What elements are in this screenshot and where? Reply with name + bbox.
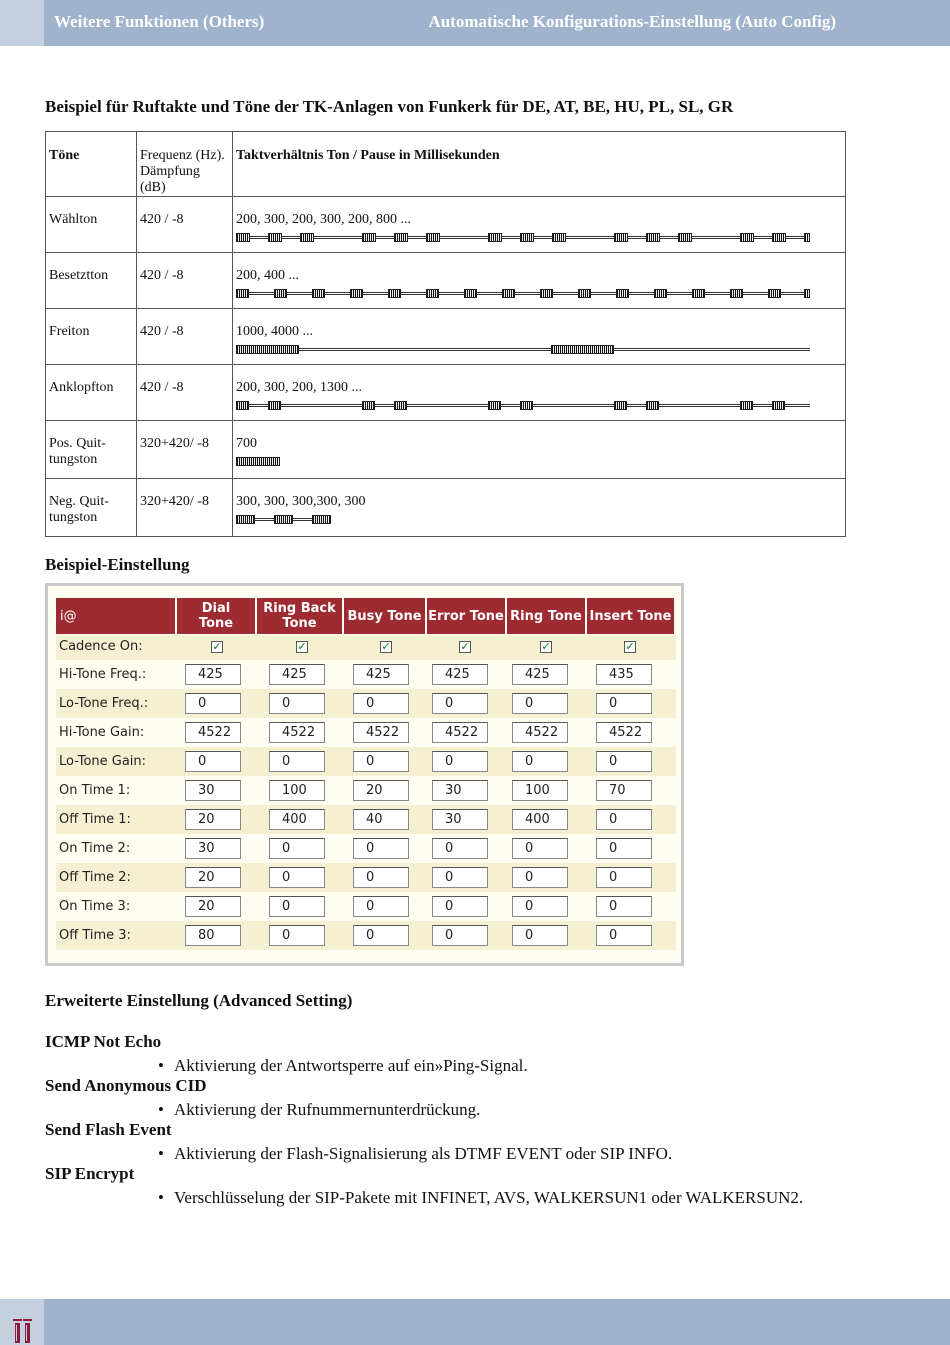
setting-input-dial[interactable]: 0	[185, 693, 241, 714]
setting-row-label: On Time 1:	[59, 783, 131, 798]
setting-input-error[interactable]: 0	[432, 751, 488, 772]
tone-name: Wählton	[46, 197, 137, 253]
table-header-row	[46, 132, 846, 197]
setting-input-dial[interactable]: 20	[185, 896, 241, 917]
setting-input-error[interactable]: 30	[432, 809, 488, 830]
setting-input-dial[interactable]: 30	[185, 780, 241, 801]
header-chapter: Weitere Funktionen (Others)	[54, 12, 265, 31]
setting-row	[56, 689, 676, 718]
item-title-icmp: ICMP Not Echo	[45, 1032, 162, 1051]
header-topic: Automatische Konfigurations-Einstellung (Auto Config)	[428, 12, 836, 31]
cadence-checkbox-error[interactable]: ✓	[460, 640, 470, 653]
brand-logo-icon	[13, 1315, 33, 1343]
tone-frequency: 420 / -8	[137, 253, 233, 309]
tone-cadence-cell	[233, 309, 846, 365]
setting-input-ring-back[interactable]: 400	[269, 809, 325, 830]
tone-name: Freiton	[46, 309, 137, 365]
tone-cadence-text: 200, 400 ...	[236, 268, 299, 283]
setting-input-ring[interactable]: 0	[512, 838, 568, 859]
setting-row-label: Off Time 1:	[59, 812, 131, 827]
setting-row-label: Lo-Tone Freq.:	[59, 696, 149, 711]
setting-row	[56, 863, 676, 892]
item-desc-anon-cid: • Aktivierung der Rufnummernunterdrückung.	[158, 1100, 481, 1119]
tone-name: Besetztton	[46, 253, 137, 309]
setting-input-insert[interactable]: 0	[596, 838, 652, 859]
setting-input-ring[interactable]: 4522	[512, 722, 568, 743]
tone-cadence-cell	[233, 197, 846, 253]
setting-input-busy[interactable]: 0	[353, 838, 409, 859]
cadence-on-row	[56, 635, 676, 660]
tone-frequency: 420 / -8	[137, 309, 233, 365]
setting-input-error[interactable]: 0	[432, 693, 488, 714]
col-header-ring-tone: Ring Tone	[507, 598, 585, 634]
tone-name-line1: Neg. Quit-	[49, 494, 109, 509]
col-header-freq	[137, 132, 233, 197]
item-title-anon-cid: Send Anonymous CID	[45, 1076, 207, 1095]
table-row	[46, 197, 846, 253]
setting-input-insert[interactable]: 70	[596, 780, 652, 801]
setting-input-ring[interactable]: 425	[512, 664, 568, 685]
cadence-checkbox-busy[interactable]: ✓	[381, 640, 391, 653]
col-header-error-tone: Error Tone	[427, 598, 505, 634]
setting-input-busy[interactable]: 4522	[353, 722, 409, 743]
page-header	[0, 0, 950, 46]
cadence-checkbox-insert[interactable]: ✓	[625, 640, 635, 653]
setting-row	[56, 921, 676, 950]
setting-input-ring[interactable]: 0	[512, 896, 568, 917]
setting-input-dial[interactable]: 30	[185, 838, 241, 859]
item-desc-icmp: • Aktivierung der Antwortsperre auf ein»Ping-Signal.	[158, 1056, 528, 1075]
setting-row	[56, 776, 676, 805]
tone-frequency: 420 / -8	[137, 365, 233, 421]
col-header-freq-line1: Frequenz (Hz).	[140, 148, 225, 163]
col-header-cadence: Taktverhältnis Ton / Pause in Millisekunden	[233, 132, 846, 197]
table-row	[46, 479, 846, 537]
setting-input-busy[interactable]: 0	[353, 867, 409, 888]
cadence-diagram	[236, 233, 842, 242]
tone-frequency: 320+420/ -8	[137, 479, 233, 537]
cadence-diagram	[236, 345, 842, 354]
setting-input-ring[interactable]: 0	[512, 693, 568, 714]
setting-row	[56, 805, 676, 834]
tone-name	[46, 479, 137, 537]
tone-name-line1: Pos. Quit-	[49, 436, 106, 451]
setting-input-error[interactable]: 0	[432, 925, 488, 946]
table-row	[46, 253, 846, 309]
footer-tab	[0, 1299, 44, 1345]
table-row	[46, 365, 846, 421]
setting-row	[56, 660, 676, 689]
tone-cadence-cell	[233, 253, 846, 309]
cadence-diagram	[236, 401, 842, 410]
setting-input-busy[interactable]: 425	[353, 664, 409, 685]
setting-input-dial[interactable]: 0	[185, 751, 241, 772]
setting-row-label: Off Time 2:	[59, 870, 131, 885]
setting-input-insert[interactable]: 4522	[596, 722, 652, 743]
setting-input-dial[interactable]: 20	[185, 809, 241, 830]
setting-row	[56, 834, 676, 863]
col-header-freq-line2: Dämpfung (dB)	[140, 164, 200, 195]
setting-input-busy[interactable]: 0	[353, 693, 409, 714]
tone-cadence-text: 200, 300, 200, 300, 200, 800 ...	[236, 212, 411, 227]
setting-input-error[interactable]: 0	[432, 838, 488, 859]
item-title-sip-encrypt: SIP Encrypt	[45, 1164, 135, 1183]
tone-cadence-text: 1000, 4000 ...	[236, 324, 313, 339]
cadence-diagram	[236, 289, 842, 298]
setting-input-ring-back[interactable]: 0	[269, 693, 325, 714]
item-desc-flash: • Aktivierung der Flash-Signalisierung als DTMF EVENT oder SIP INFO.	[158, 1144, 673, 1163]
cadence-diagram	[236, 515, 842, 524]
setting-input-insert[interactable]: 0	[596, 693, 652, 714]
tone-cadence-table	[45, 131, 846, 537]
setting-input-insert[interactable]: 0	[596, 809, 652, 830]
cadence-checkbox-dial[interactable]: ✓	[212, 640, 222, 653]
setting-row-label: Hi-Tone Freq.:	[59, 667, 147, 682]
tone-cadence-cell	[233, 365, 846, 421]
setting-row-label: Lo-Tone Gain:	[59, 754, 147, 769]
col-header-tones: Töne	[46, 132, 137, 197]
col-header-ring-back-tone: Ring Back Tone	[257, 598, 342, 634]
setting-row	[56, 747, 676, 776]
setting-input-busy[interactable]: 20	[353, 780, 409, 801]
setting-row	[56, 718, 676, 747]
cadence-checkbox-ring-back[interactable]: ✓	[297, 640, 307, 653]
page-footer	[0, 1299, 950, 1345]
setting-input-busy[interactable]: 0	[353, 896, 409, 917]
header-tab	[0, 0, 44, 46]
setting-input-dial[interactable]: 80	[185, 925, 241, 946]
tone-name-line2: tungston	[49, 452, 98, 467]
tone-cadence-text: 300, 300, 300,300, 300	[236, 494, 366, 509]
cadence-diagram	[236, 457, 842, 466]
setting-input-error[interactable]: 0	[432, 867, 488, 888]
setting-input-ring-back[interactable]: 0	[269, 896, 325, 917]
tone-name-line2: tungston	[49, 510, 98, 525]
setting-input-busy[interactable]: 0	[353, 925, 409, 946]
setting-input-insert[interactable]: 0	[596, 925, 652, 946]
tone-cadence-text: 700	[236, 436, 257, 451]
setting-input-busy[interactable]: 0	[353, 751, 409, 772]
tone-cadence-cell	[233, 479, 846, 537]
setting-input-ring[interactable]: 0	[512, 867, 568, 888]
tone-cadence-cell	[233, 421, 846, 479]
setting-input-dial[interactable]: 425	[185, 664, 241, 685]
setting-row-label: Hi-Tone Gain:	[59, 725, 145, 740]
setting-row	[56, 892, 676, 921]
setting-input-insert[interactable]: 0	[596, 751, 652, 772]
setting-input-error[interactable]: 0	[432, 896, 488, 917]
setting-input-dial[interactable]: 20	[185, 867, 241, 888]
tone-cadence-text: 200, 300, 200, 1300 ...	[236, 380, 362, 395]
setting-input-ring[interactable]: 400	[512, 809, 568, 830]
setting-input-dial[interactable]: 4522	[185, 722, 241, 743]
item-title-flash: Send Flash Event	[45, 1120, 172, 1139]
table-row	[46, 421, 846, 479]
section3-title: Erweiterte Einstellung (Advanced Setting)	[45, 991, 353, 1010]
tone-frequency: 420 / -8	[137, 197, 233, 253]
setting-row-label: Off Time 3:	[59, 928, 131, 943]
col-header-dial-tone: Dial Tone	[177, 598, 255, 634]
setting-row-label: On Time 3:	[59, 899, 131, 914]
setting-input-insert[interactable]: 0	[596, 896, 652, 917]
setting-input-error[interactable]: 425	[432, 664, 488, 685]
grid-corner: i@	[56, 598, 175, 634]
tone-settings-screenshot	[45, 583, 684, 966]
col-header-insert-tone: Insert Tone	[587, 598, 674, 634]
setting-input-error[interactable]: 30	[432, 780, 488, 801]
setting-input-ring-back[interactable]: 100	[269, 780, 325, 801]
setting-input-insert[interactable]: 0	[596, 867, 652, 888]
setting-input-ring[interactable]: 100	[512, 780, 568, 801]
setting-input-ring-back[interactable]: 4522	[269, 722, 325, 743]
setting-input-ring-back[interactable]: 0	[269, 838, 325, 859]
cadence-on-label: Cadence On:	[59, 639, 143, 654]
col-header-busy-tone: Busy Tone	[344, 598, 425, 634]
cadence-checkbox-ring[interactable]: ✓	[541, 640, 551, 653]
tone-frequency: 320+420/ -8	[137, 421, 233, 479]
setting-input-ring-back[interactable]: 0	[269, 751, 325, 772]
setting-input-error[interactable]: 4522	[432, 722, 488, 743]
setting-input-ring-back[interactable]: 0	[269, 925, 325, 946]
setting-input-ring-back[interactable]: 425	[269, 664, 325, 685]
setting-input-insert[interactable]: 435	[596, 664, 652, 685]
item-desc-sip-encrypt: • Verschlüsselung der SIP-Pakete mit INFINET, AVS, WALKERSUN1 oder WALKERSUN2.	[158, 1188, 804, 1207]
section2-title: Beispiel-Einstellung	[45, 555, 190, 574]
setting-input-ring[interactable]: 0	[512, 925, 568, 946]
setting-input-ring[interactable]: 0	[512, 751, 568, 772]
table-row	[46, 309, 846, 365]
setting-input-ring-back[interactable]: 0	[269, 867, 325, 888]
setting-input-busy[interactable]: 40	[353, 809, 409, 830]
section1-title: Beispiel für Ruftakte und Töne der TK-Anlagen von Funkerk für DE, AT, BE, HU, PL, SL, GR	[45, 97, 734, 116]
setting-row-label: On Time 2:	[59, 841, 131, 856]
tone-name: Anklopfton	[46, 365, 137, 421]
tone-name	[46, 421, 137, 479]
